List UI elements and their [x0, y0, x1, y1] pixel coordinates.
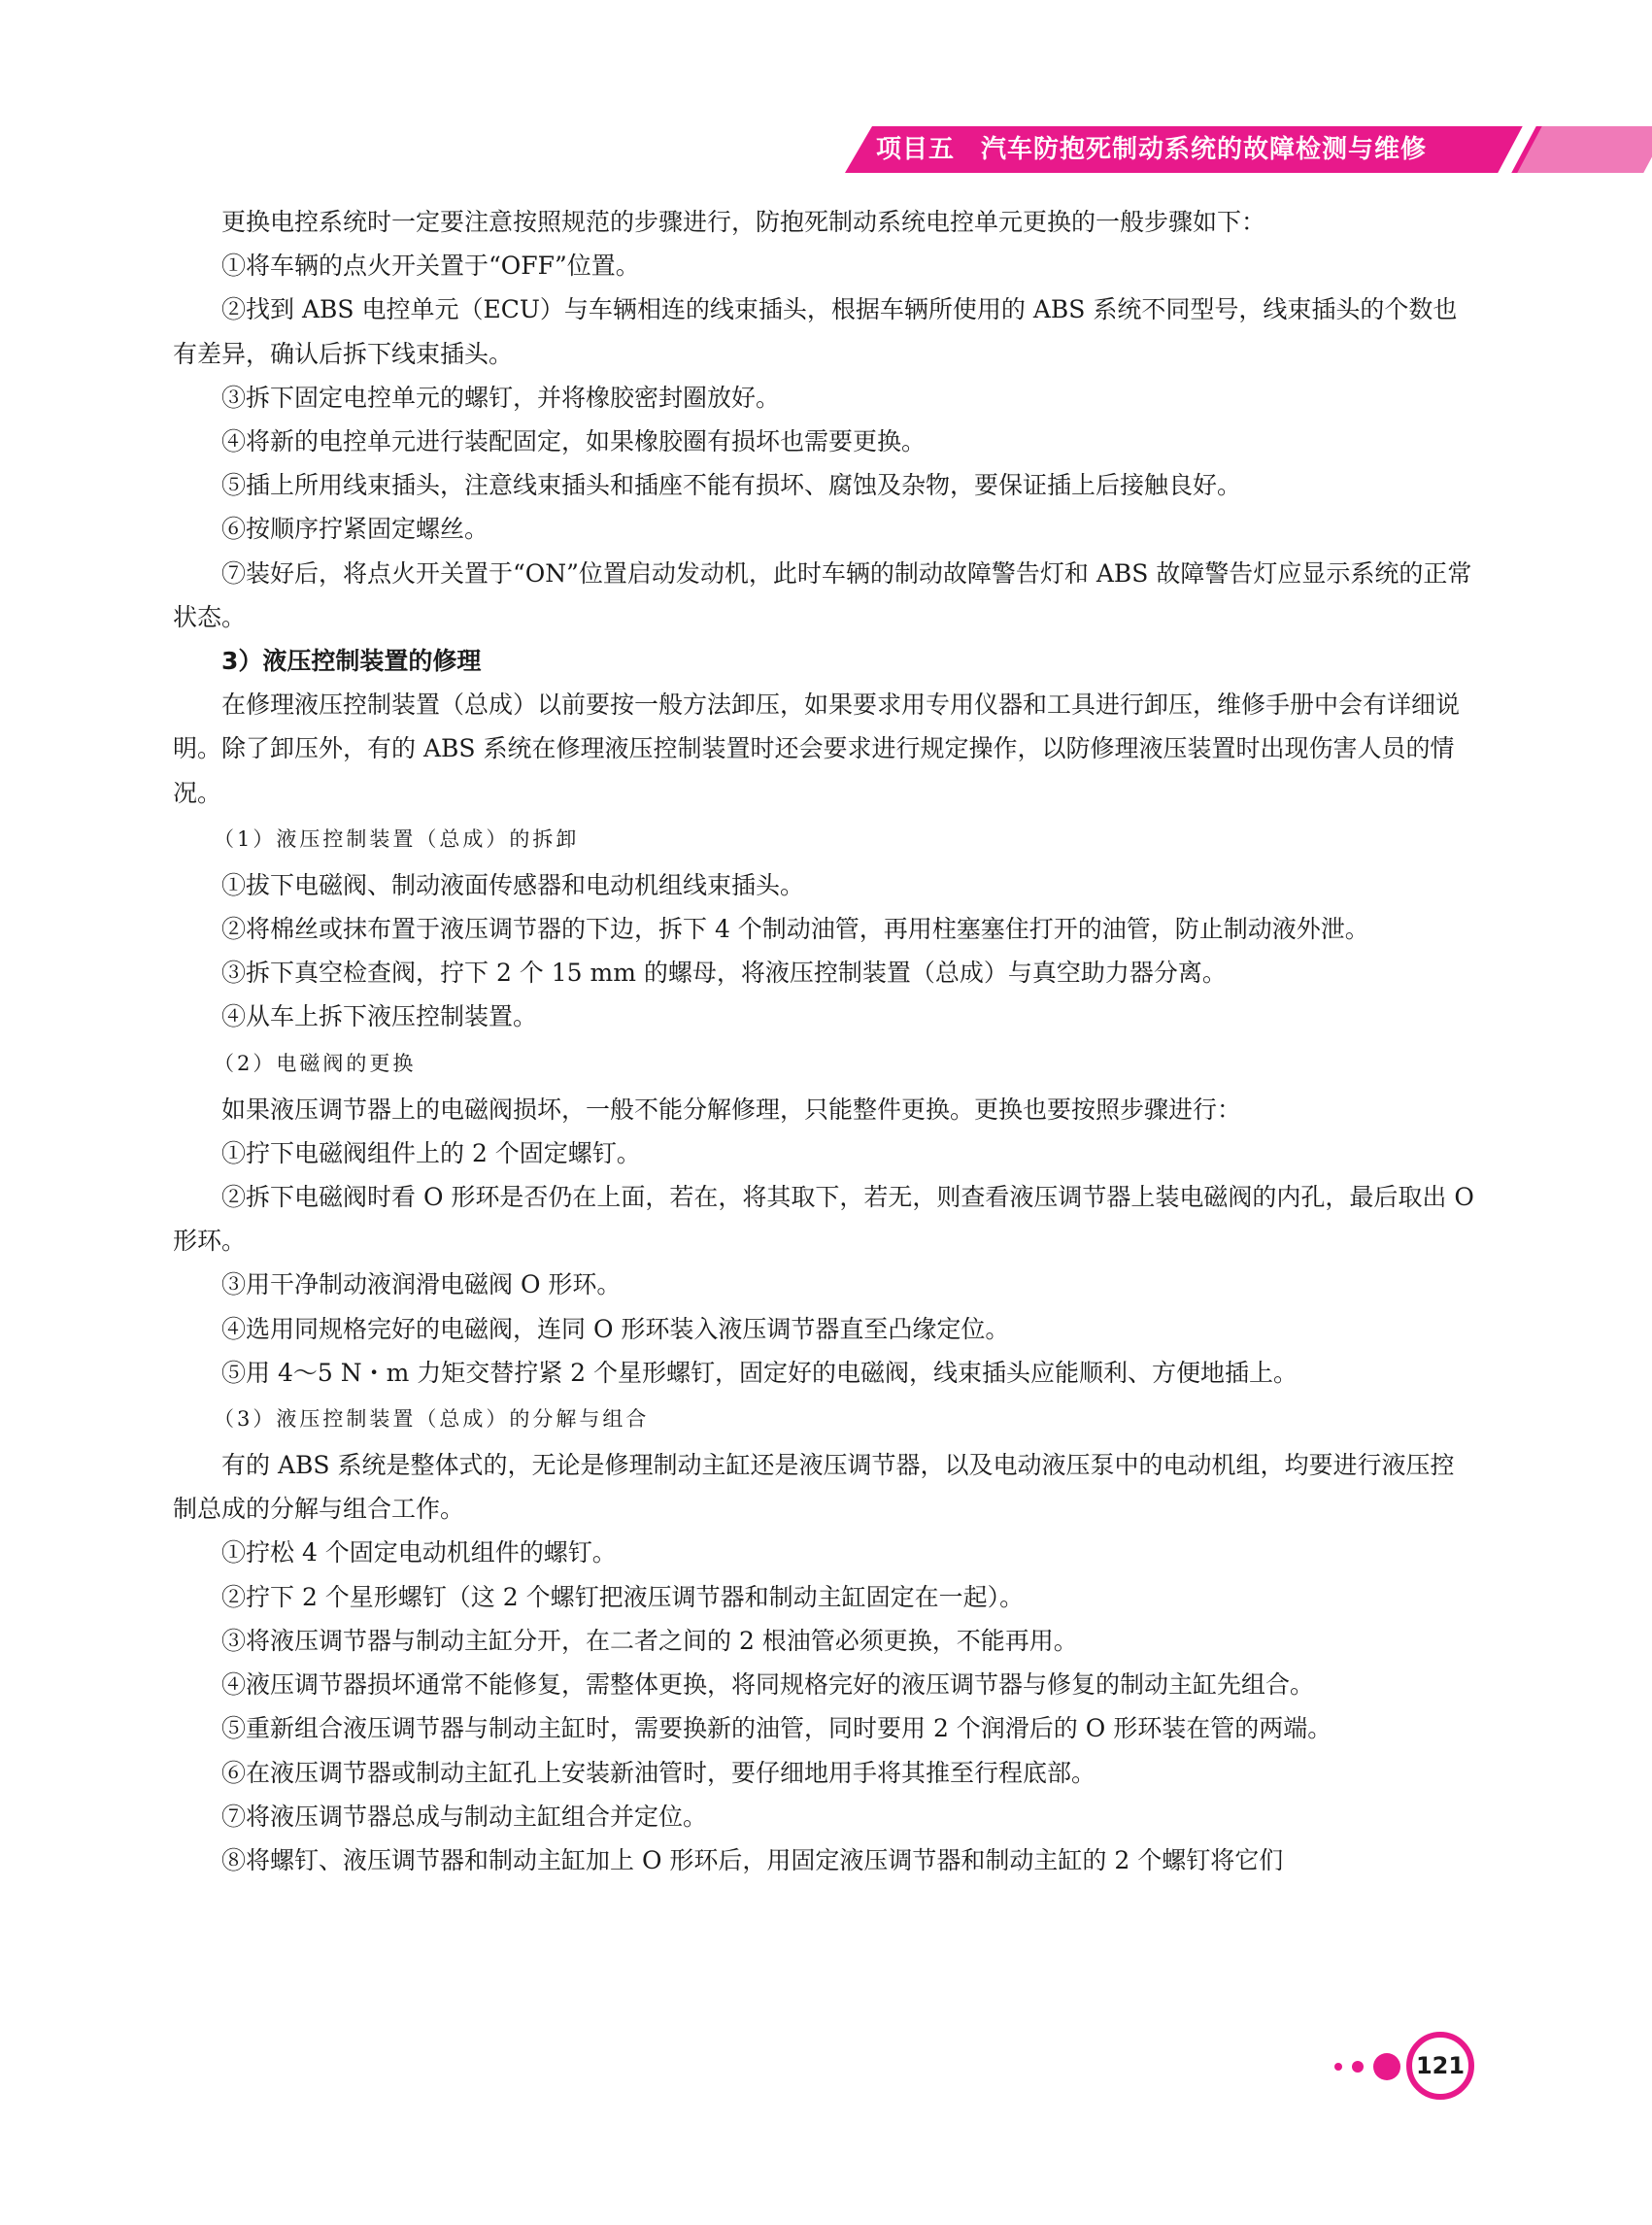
paragraph: ⑥在液压调节器或制动主缸孔上安装新油管时，要仔细地用手将其推至行程底部。	[221, 1758, 1096, 1787]
large-dot-icon	[1373, 2053, 1400, 2080]
subsection-heading: （1）液压控制装置（总成）的拆卸	[214, 826, 580, 851]
paragraph: ⑤用 4～5 N・m 力矩交替拧紧 2 个星形螺钉，固定好的电磁阀，线束插头应能顺利、方便地插上。	[221, 1358, 1298, 1387]
section-heading: 3）液压控制装置的修理	[221, 647, 482, 676]
paragraph: ⑦将液压调节器总成与制动主缸组合并定位。	[221, 1802, 708, 1831]
paragraph: ②将棉丝或抹布置于液压调节器的下边，拆下 4 个制动油管，再用柱塞塞住打开的油管，防止制动液外泄。	[221, 915, 1369, 944]
paragraph: 在修理液压控制装置（总成）以前要按一般方法卸压，如果要求用专用仪器和工具进行卸压，维修手册中会有详细说明。除了卸压外，有的 ABS 系统在修理液压控制装置时还会要求进行规定操作，以防修理液压装置时出现伤害人员的情况。	[173, 691, 1461, 807]
paragraph: ①将车辆的点火开关置于“OFF”位置。	[221, 252, 640, 281]
paragraph: ②拧下 2 个星形螺钉（这 2 个螺钉把液压调节器和制动主缸固定在一起）。	[221, 1582, 1025, 1611]
paragraph: ⑦装好后，将点火开关置于“ON”位置启动发动机，此时车辆的制动故障警告灯和 ABS 故障警告灯应显示系统的正常状态。	[173, 558, 1472, 631]
paragraph: ②找到 ABS 电控单元（ECU）与车辆相连的线束插头，根据车辆所使用的 ABS 系统不同型号，线束插头的个数也有差异，确认后拆下线束插头。	[173, 295, 1458, 368]
paragraph: ④选用同规格完好的电磁阀，连同 O 形环装入液压调节器直至凸缘定位。	[221, 1314, 1010, 1343]
paragraph: ③用干净制动液润滑电磁阀 O 形环。	[221, 1270, 622, 1299]
paragraph: ①拧下电磁阀组件上的 2 个固定螺钉。	[221, 1138, 641, 1167]
subsection-heading: （2）电磁阀的更换	[214, 1051, 417, 1075]
paragraph: ①拧松 4 个固定电动机组件的螺钉。	[221, 1538, 617, 1568]
page-body	[173, 200, 1474, 1882]
paragraph: ④液压调节器损坏通常不能修复，需整体更换，将同规格完好的液压调节器与修复的制动主缸先组合。	[221, 1670, 1315, 1700]
subsection-heading: （3）液压控制装置（总成）的分解与组合	[214, 1407, 650, 1432]
chapter-title: 项目五 汽车防抱死制动系统的故障检测与维修	[876, 135, 1428, 164]
paragraph: ③拆下真空检查阀，拧下 2 个 15 mm 的螺母，将液压控制装置（总成）与真空助力器分离。	[221, 959, 1227, 988]
paragraph: ③拆下固定电控单元的螺钉，并将橡胶密封圈放好。	[221, 383, 781, 412]
paragraph: ⑤重新组合液压调节器与制动主缸时，需要换新的油管，同时要用 2 个润滑后的 O 形环装在管的两端。	[221, 1714, 1332, 1743]
paragraph: 有的 ABS 系统是整体式的，无论是修理制动主缸还是液压调节器，以及电动液压泵中的电动机组，均要进行液压控制总成的分解与组合工作。	[173, 1451, 1455, 1524]
medium-dot-icon	[1352, 2061, 1364, 2073]
page-number: 121	[1406, 2032, 1474, 2100]
paragraph: ⑧将螺钉、液压调节器和制动主缸加上 O 形环后，用固定液压调节器和制动主缸的 2 个螺钉将它们	[221, 1845, 1284, 1874]
paragraph: ③将液压调节器与制动主缸分开，在二者之间的 2 根油管必须更换，不能再用。	[221, 1626, 1078, 1655]
small-dot-icon	[1334, 2063, 1342, 2071]
paragraph: ①拔下电磁阀、制动液面传感器和电动机组线束插头。	[221, 870, 805, 899]
paragraph: ⑥按顺序拧紧固定螺丝。	[221, 515, 489, 544]
paragraph: ②拆下电磁阀时看 O 形环是否仍在上面，若在，将其取下，若无，则查看液压调节器上装电磁阀的内孔，最后取出 O 形环。	[173, 1183, 1474, 1256]
paragraph: 如果液压调节器上的电磁阀损坏，一般不能分解修理，只能整件更换。更换也要按照步骤进行：	[221, 1095, 1242, 1124]
paragraph: 更换电控系统时一定要注意按照规范的步骤进行，防抱死制动系统电控单元更换的一般步骤如下：	[221, 208, 1266, 236]
paragraph: ④从车上拆下液压控制装置。	[221, 1002, 538, 1031]
paragraph: ⑤插上所用线束插头，注意线束插头和插座不能有损坏、腐蚀及杂物，要保证插上后接触良好。	[221, 471, 1242, 500]
paragraph: ④将新的电控单元进行装配固定，如果橡胶圈有损坏也需要更换。	[221, 427, 927, 456]
header-accent-stripe	[1517, 126, 1652, 173]
